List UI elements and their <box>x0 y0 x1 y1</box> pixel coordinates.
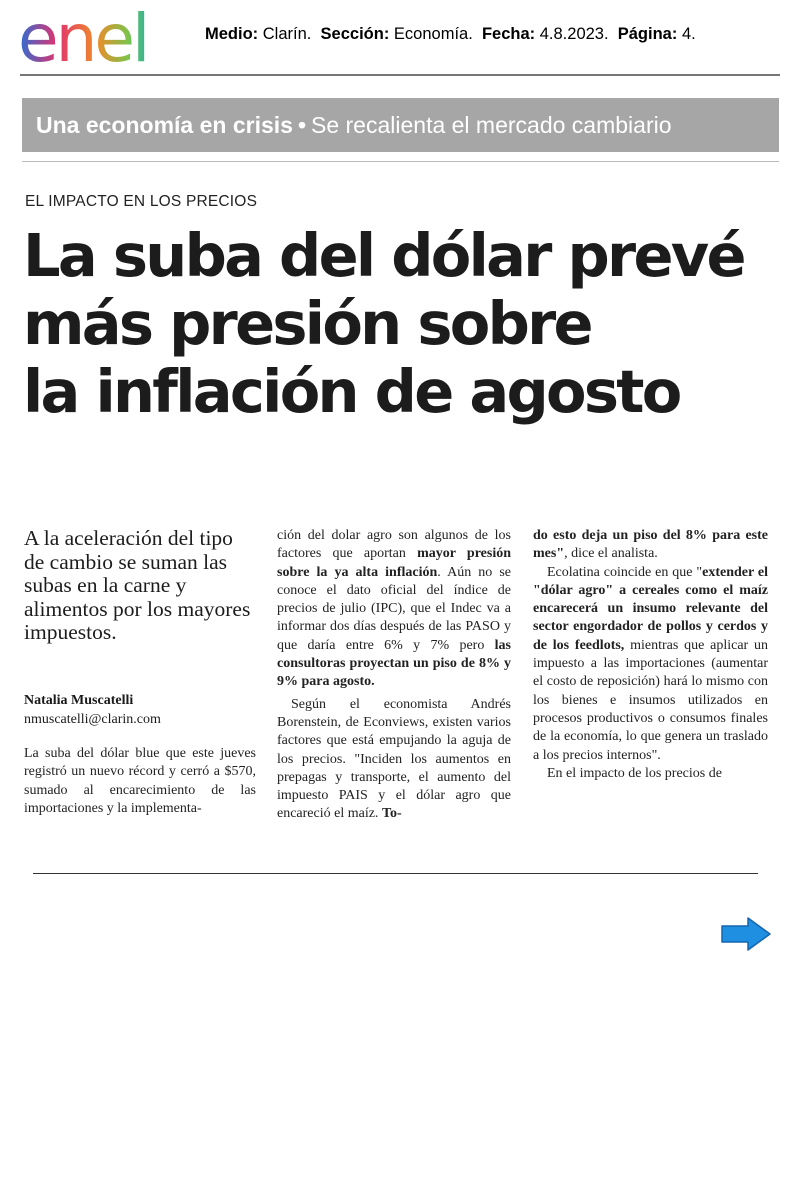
article-column-1 <box>24 526 256 816</box>
headline-line-1: La suba del dólar prevé <box>23 221 744 290</box>
byline <box>24 691 161 729</box>
headline-line-3: la inflación de agosto <box>23 357 680 426</box>
author-name: Natalia Muscatelli <box>24 693 134 708</box>
pagina-value: 4. <box>681 25 696 43</box>
banner-divider <box>22 161 779 162</box>
kicker: EL IMPACTO EN LOS PRECIOS <box>25 193 258 210</box>
enel-logo <box>16 4 186 68</box>
logo-text: enel <box>18 4 148 68</box>
medio-value: Clarín. <box>262 25 312 43</box>
lead-paragraph: A la aceleración del tipo de cambio se suman las subas en la carne y alimentos por los mayores impuestos. <box>24 526 251 644</box>
seccion-label: Sección: <box>320 25 390 43</box>
fecha-value: 4.8.2023. <box>539 25 609 43</box>
article-column-2 <box>277 527 511 824</box>
headline-line-2: más presión sobre <box>23 289 591 358</box>
banner-subtopic: Se recalienta el mercado cambiario <box>311 111 672 138</box>
body-paragraph: Según el economista Andrés Borenstein, de Econviews, existen varios factores que está empujando la aguja de los precios. "Inciden los aumentos en prepagas y transporte, el aumento del impuesto PAIS y el dólar agro que encareció el maíz. To- <box>277 696 511 822</box>
headline <box>23 222 783 426</box>
fecha-label: Fecha: <box>481 25 536 43</box>
article-metadata <box>205 25 696 44</box>
section-banner <box>22 98 779 152</box>
seccion-value: Economía. <box>393 25 473 43</box>
medio-label: Medio: <box>205 25 259 43</box>
body-paragraph: do esto deja un piso del 8% para este mes", dice el analista. <box>533 528 768 562</box>
banner-separator: • <box>297 111 306 138</box>
body-paragraph: Ecolatina coincide en que "extender el "dólar agro" a cereales como el maíz encarecerá un insumo relevante del sector engordador de pollos y cerdos y de los feedlots, mientras que aplicar un impuesto a las importaciones (aumentar el costo de reposición) hará lo mismo con los bienes e insumos utilizados en procesos productivos o consumos finales de la economía, lo que genera un traslado a los precios internos". <box>533 564 768 763</box>
banner-topic: Una economía en crisis <box>36 111 293 138</box>
body-paragraph: En el impacto de los precios de <box>547 765 722 781</box>
header-divider <box>20 74 780 76</box>
body-paragraph: ción del dolar agro son algunos de los factores que aportan mayor presión sobre la ya alta inflación. Aún no se conoce el dato oficial del índice de precios de julio (IPC), que el Indec va a informar dos días después de las PASO y que daría entre 6% y 7% pero las consultoras proyectan un piso de 8% y 9% para agosto. <box>277 528 512 690</box>
footer-divider <box>33 873 758 874</box>
article-column-3 <box>533 527 768 783</box>
author-email: nmuscatelli@clarin.com <box>24 712 161 727</box>
pagina-label: Página: <box>617 25 678 43</box>
right-arrow-icon[interactable] <box>720 917 772 951</box>
body-paragraph: La suba del dólar blue que este jueves registró un nuevo récord y cerró a $570, sumado al encarecimiento de las importaciones y la implementa- <box>24 746 256 816</box>
